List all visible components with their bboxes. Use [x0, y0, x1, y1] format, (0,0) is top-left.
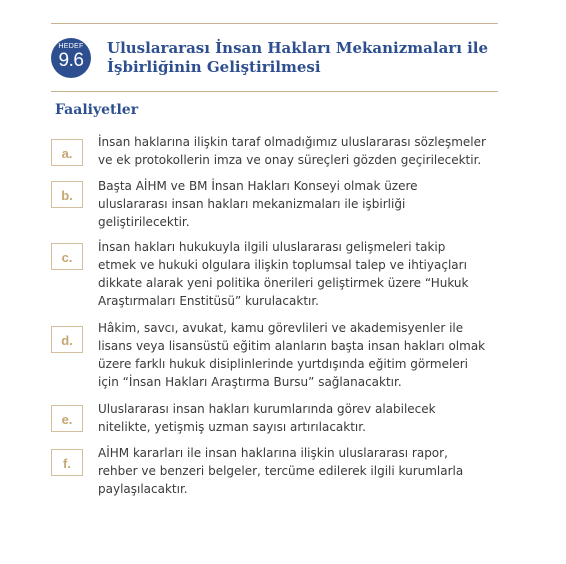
header-divider [51, 91, 498, 92]
item-line: Araştırmaları Enstitüsü” kurulacaktır. [98, 294, 319, 308]
item-letter-b: b. [51, 181, 83, 208]
item-text-f [98, 444, 508, 498]
item-letter-e: e. [51, 405, 83, 432]
goal-title-line-1: Uluslararası İnsan Hakları Mekanizmaları ile [107, 39, 489, 57]
item-line: AİHM kararları ile insan haklarına ilişkin uluslararası rapor, [98, 446, 448, 460]
item-text-b [98, 177, 508, 231]
item-line: lisans veya lisansüstü eğitim alanların başta insan hakları olmak [98, 339, 486, 353]
item-line: etmek ve hukuki olgulara ilişkin toplumsal talep ve ihtiyaçları [98, 258, 467, 272]
item-text-e [98, 400, 508, 436]
item-text-d [98, 319, 508, 391]
section-title: Faaliyetler [55, 102, 139, 118]
item-line: paylaşılacaktır. [98, 482, 188, 496]
item-line: dikkate alarak yeni politika önerileri geliştirmek üzere “Hukuk [98, 276, 469, 290]
item-line: Hâkim, savcı, avukat, kamu görevlileri ve akademisyenler ile [98, 321, 464, 335]
item-line: üzere farklı hukuk disiplinlerinde yurtdışında eğitim görmeleri [98, 357, 468, 371]
item-letter-f: f. [51, 449, 83, 476]
item-line: Başta AİHM ve BM İnsan Hakları Konseyi olmak üzere [98, 179, 418, 193]
goal-badge-label: HEDEF [58, 43, 84, 50]
item-line: İnsan hakları hukukuyla ilgili uluslararası gelişmeleri takip [98, 240, 446, 254]
item-line: için “İnsan Hakları Araştırma Bursu” sağlanacaktır. [98, 375, 402, 389]
item-line: Uluslararası insan hakları kurumlarında görev alabilecek [98, 402, 436, 416]
item-line: ve ek protokollerin imza ve onay süreçleri gözden geçirilecektir. [98, 153, 482, 167]
item-line: nitelikte, yetişmiş uzman sayısı artırılacaktır. [98, 420, 366, 434]
item-letter-d: d. [51, 326, 83, 353]
top-divider [51, 23, 498, 24]
goal-title-line-2: İşbirliğinin Geliştirilmesi [107, 58, 321, 76]
item-line: rehber ve benzeri belgeler, tercüme edilerek ilgili kurumlarla [98, 464, 464, 478]
item-line: geliştirilecektir. [98, 215, 190, 229]
item-letter-c: c. [51, 243, 83, 270]
item-text-c [98, 238, 508, 310]
goal-badge [51, 38, 91, 78]
item-text-a [98, 133, 508, 169]
goal-badge-number: 9.6 [58, 50, 84, 71]
goal-title [107, 39, 507, 77]
item-line: İnsan haklarına ilişkin taraf olmadığımız uluslararası sözleşmeler [98, 135, 486, 149]
item-letter-a: a. [51, 139, 83, 166]
item-line: uluslararası insan hakları mekanizmaları ile işbirliği [98, 197, 406, 211]
